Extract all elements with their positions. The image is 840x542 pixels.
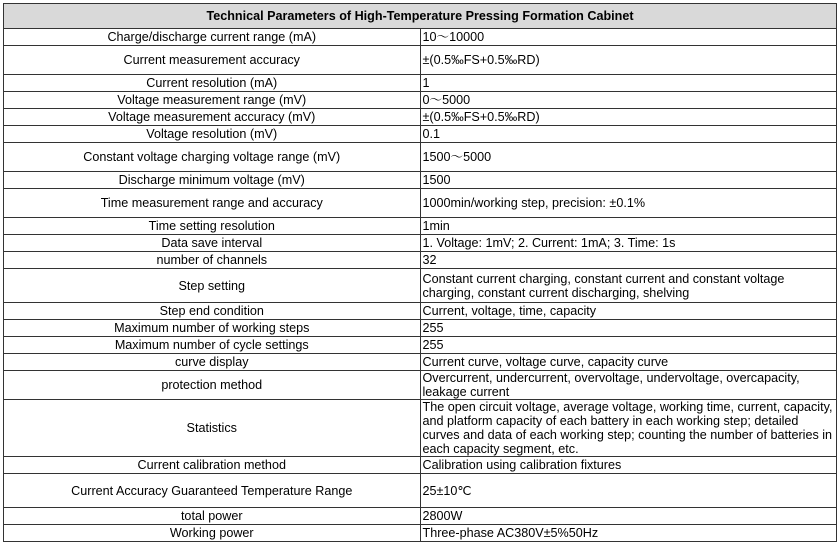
param-value: 32 — [420, 252, 837, 269]
param-value: Constant current charging, constant current and constant voltage charging, constant current discharging, shelving — [420, 269, 837, 303]
param-name: Maximum number of cycle settings — [4, 337, 421, 354]
param-name: Step setting — [4, 269, 421, 303]
table-row — [4, 354, 837, 371]
param-name: Charge/discharge current range (mA) — [4, 29, 421, 46]
param-name: Maximum number of working steps — [4, 320, 421, 337]
param-name: Time measurement range and accuracy — [4, 189, 421, 218]
param-name: Current measurement accuracy — [4, 46, 421, 75]
param-value: 255 — [420, 320, 837, 337]
param-name: Time setting resolution — [4, 218, 421, 235]
table-row — [4, 46, 837, 75]
param-value: 25±10℃ — [420, 474, 837, 508]
table-row — [4, 337, 837, 354]
param-value: ±(0.5‰FS+0.5‰RD) — [420, 46, 837, 75]
param-value: The open circuit voltage, average voltage, working time, current, capacity, and platform capacity of each battery in each working step; detailed curves and data of each working step; counting the number of batteries in each capacity segment, etc. — [420, 400, 837, 457]
table-row — [4, 525, 837, 542]
param-value: Current, voltage, time, capacity — [420, 303, 837, 320]
table-row — [4, 371, 837, 400]
table-row — [4, 474, 837, 508]
table-row — [4, 143, 837, 172]
param-name: Current calibration method — [4, 457, 421, 474]
param-value: 1. Voltage: 1mV; 2. Current: 1mA; 3. Time: 1s — [420, 235, 837, 252]
param-value: 1 — [420, 75, 837, 92]
table-row — [4, 320, 837, 337]
param-name: Discharge minimum voltage (mV) — [4, 172, 421, 189]
param-name: Current resolution (mA) — [4, 75, 421, 92]
param-value: 0.1 — [420, 126, 837, 143]
param-name: Current Accuracy Guaranteed Temperature Range — [4, 474, 421, 508]
table-row — [4, 92, 837, 109]
param-value: 0～5000 — [420, 92, 837, 109]
table-row — [4, 400, 837, 457]
table-row — [4, 457, 837, 474]
param-name: total power — [4, 508, 421, 525]
table-row — [4, 75, 837, 92]
param-value: 10～10000 — [420, 29, 837, 46]
table-row — [4, 269, 837, 303]
param-value: 1min — [420, 218, 837, 235]
param-value: Current curve, voltage curve, capacity curve — [420, 354, 837, 371]
param-name: Constant voltage charging voltage range (mV) — [4, 143, 421, 172]
table-title: Technical Parameters of High-Temperature Pressing Formation Cabinet — [4, 4, 837, 29]
param-value: Calibration using calibration fixtures — [420, 457, 837, 474]
param-name: Statistics — [4, 400, 421, 457]
param-value: Three-phase AC380V±5%50Hz — [420, 525, 837, 542]
param-name: number of channels — [4, 252, 421, 269]
param-value: ±(0.5‰FS+0.5‰RD) — [420, 109, 837, 126]
param-name: Voltage resolution (mV) — [4, 126, 421, 143]
param-name: Step end condition — [4, 303, 421, 320]
param-name: Data save interval — [4, 235, 421, 252]
param-value: 1000min/working step, precision: ±0.1% — [420, 189, 837, 218]
param-name: protection method — [4, 371, 421, 400]
table-row — [4, 172, 837, 189]
param-value: 1500～5000 — [420, 143, 837, 172]
table-row — [4, 109, 837, 126]
table-row — [4, 218, 837, 235]
param-value: 255 — [420, 337, 837, 354]
param-name: Voltage measurement accuracy (mV) — [4, 109, 421, 126]
table-row — [4, 303, 837, 320]
table-row — [4, 126, 837, 143]
table-row — [4, 189, 837, 218]
param-value: 2800W — [420, 508, 837, 525]
param-name: curve display — [4, 354, 421, 371]
param-value: 1500 — [420, 172, 837, 189]
param-name: Voltage measurement range (mV) — [4, 92, 421, 109]
title-row — [4, 4, 837, 29]
spec-table — [3, 3, 837, 542]
param-value: Overcurrent, undercurrent, overvoltage, undervoltage, overcapacity, leakage current — [420, 371, 837, 400]
table-row — [4, 29, 837, 46]
table-row — [4, 235, 837, 252]
table-row — [4, 508, 837, 525]
table-row — [4, 252, 837, 269]
param-name: Working power — [4, 525, 421, 542]
